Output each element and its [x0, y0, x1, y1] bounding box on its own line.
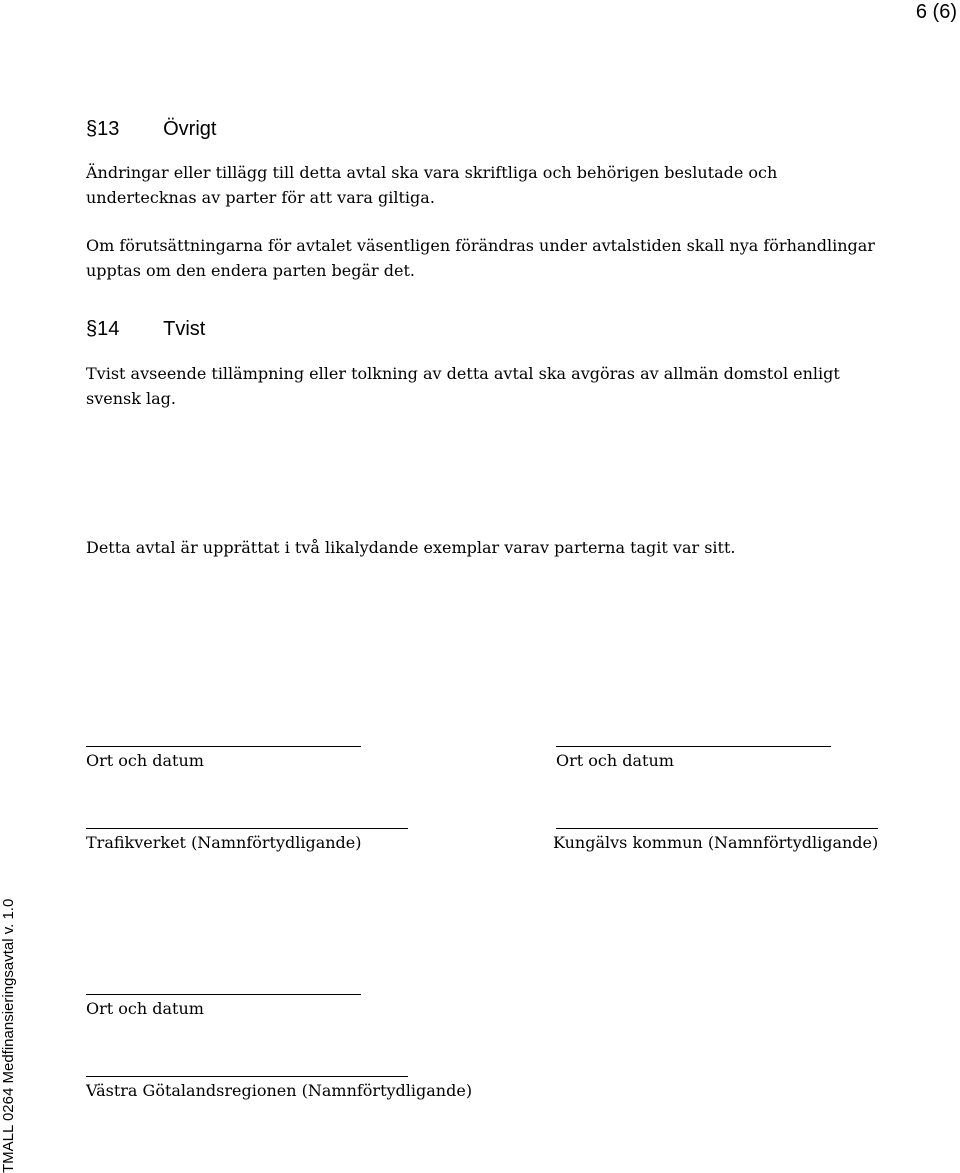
left-date-label: Ort och datum [86, 751, 204, 770]
third-name-signature-line [86, 1076, 408, 1077]
section-number: 13 [97, 118, 120, 140]
section-symbol: § [86, 118, 98, 140]
section-14-heading [86, 317, 205, 341]
third-name-label: Västra Götalandsregionen (Namnförtydligande) [86, 1081, 473, 1100]
right-name-signature-line [556, 828, 878, 829]
left-name-label: Trafikverket (Namnförtydligande) [86, 833, 362, 852]
page-number: 6 (6) [915, 1, 957, 23]
right-date-label: Ort och datum [556, 751, 674, 770]
third-date-signature-line [86, 994, 361, 995]
section-13-paragraph-2: Om förutsättningarna för avtalet väsentligen förändras under avtalstiden skall nya förhandlingar upptas om den endera parten begär det. [86, 236, 875, 280]
section-13-paragraph-1: Ändringar eller tillägg till detta avtal ska vara skriftliga och behörigen beslutade och undertecknas av parter för att vara giltiga. [86, 163, 778, 207]
section-13-heading [86, 117, 216, 141]
third-date-label: Ort och datum [86, 999, 204, 1018]
section-14-paragraph-1: Tvist avseende tillämpning eller tolkning av detta avtal ska avgöras av allmän domstol enligt svensk lag. [86, 364, 840, 408]
right-date-signature-line [556, 746, 831, 747]
section-title: Tvist [163, 318, 206, 340]
left-date-signature-line [86, 746, 361, 747]
section-number: 14 [97, 318, 120, 340]
template-version-label: TMALL 0264 Medfinansieringsavtal v. 1.0 [0, 898, 17, 1173]
section-title: Övrigt [163, 118, 217, 140]
section-symbol: § [86, 318, 98, 340]
closing-statement: Detta avtal är upprättat i två likalydande exemplar varav parterna tagit var sitt. [86, 538, 736, 557]
left-name-signature-line [86, 828, 408, 829]
right-name-label: Kungälvs kommun (Namnförtydligande) [553, 833, 879, 852]
